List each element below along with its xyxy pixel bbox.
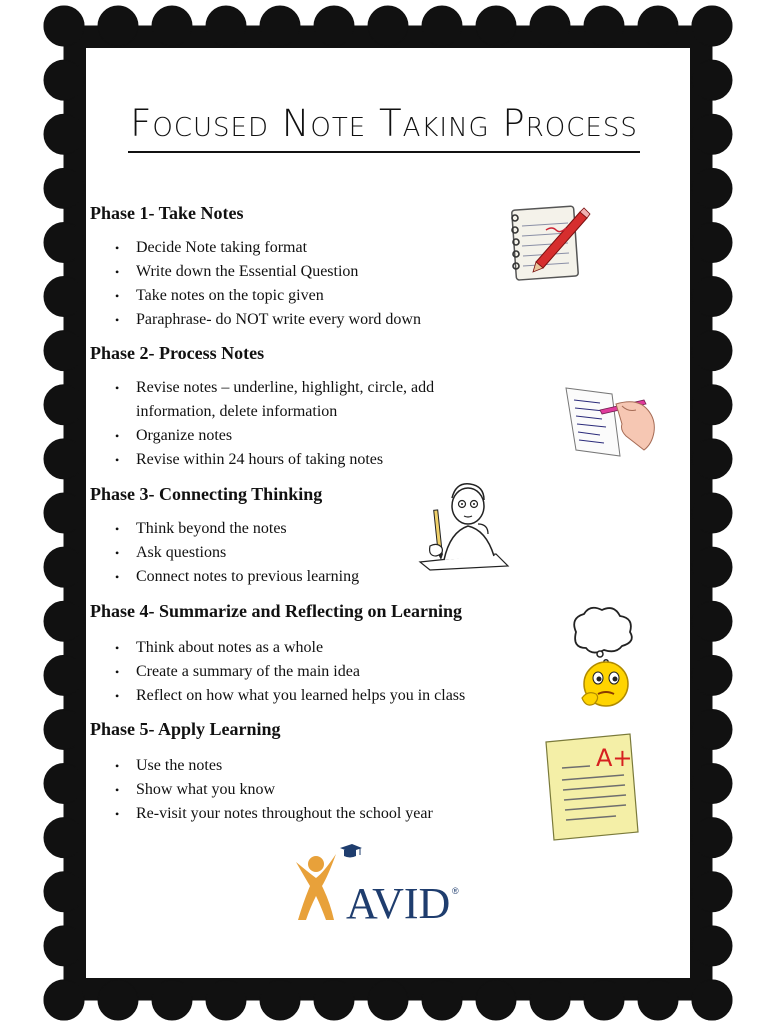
- frame-scallop: [638, 980, 678, 1020]
- frame-scallop: [422, 6, 462, 46]
- frame-scallop: [44, 872, 84, 912]
- phase-5-heading: Phase 5- Apply Learning: [90, 719, 281, 739]
- frame-scallop: [44, 709, 84, 749]
- frame-scallop: [530, 980, 570, 1020]
- frame-scallop: [152, 980, 192, 1020]
- list-item: • Create a summary of the main idea: [115, 663, 360, 680]
- list-item: • Write down the Essential Question: [115, 263, 359, 280]
- frame-scallop: [692, 439, 732, 479]
- list-item: • Organize notes: [115, 427, 233, 444]
- list-item: • Reflect on how what you learned helps you in class: [115, 687, 466, 704]
- avid-logo-icon: [294, 842, 462, 926]
- frame-scallop: [584, 6, 624, 46]
- frame-scallop: [368, 980, 408, 1020]
- frame-scallop: [44, 493, 84, 533]
- page-title: Focused Note Taking Process: [130, 102, 638, 145]
- frame-scallop: [44, 385, 84, 425]
- list-item: • Ask questions: [115, 544, 227, 561]
- list-item: • Use the notes: [115, 757, 223, 774]
- frame-scallop: [476, 6, 516, 46]
- frame-scallop: [260, 980, 300, 1020]
- list-item: • Paraphrase- do NOT write every word down: [115, 311, 421, 328]
- frame-scallop: [692, 601, 732, 641]
- list-item: • Think beyond the notes: [115, 520, 287, 537]
- list-item: • Re-visit your notes throughout the school year: [115, 805, 433, 822]
- student-thinking-icon: [416, 480, 512, 572]
- frame-scallop: [152, 6, 192, 46]
- list-item: • Decide Note taking format: [115, 239, 308, 256]
- frame-scallop: [692, 168, 732, 208]
- phase-3-heading: Phase 3- Connecting Thinking: [90, 484, 323, 504]
- frame-scallop: [206, 6, 246, 46]
- frame-scallop: [368, 6, 408, 46]
- frame-scallop: [314, 980, 354, 1020]
- frame-scallop: [692, 818, 732, 858]
- phase-1-section: [90, 202, 421, 332]
- grade-mark-text: A+: [596, 744, 633, 772]
- frame-scallop: [692, 114, 732, 154]
- frame-scallop: [692, 926, 732, 966]
- frame-scallop: [44, 168, 84, 208]
- frame-scallop: [44, 764, 84, 804]
- frame-scallop: [692, 385, 732, 425]
- phase-5-section: [90, 718, 433, 826]
- list-item: • Connect notes to previous learning: [115, 568, 360, 585]
- frame-scallop: [44, 114, 84, 154]
- phase-4-heading: Phase 4- Summarize and Reflecting on Learning: [90, 601, 462, 621]
- notepad-pencil-icon: [506, 200, 592, 284]
- frame-scallop: [260, 6, 300, 46]
- frame-scallop: [692, 547, 732, 587]
- avid-logo: [294, 842, 462, 926]
- frame-scallop: [476, 980, 516, 1020]
- title-underline: [128, 151, 640, 153]
- list-item: • Take notes on the topic given: [115, 287, 324, 304]
- frame-scallop: [44, 439, 84, 479]
- avid-logo-text: AVID: [346, 879, 451, 926]
- phase-3-section: [90, 483, 359, 589]
- frame-scallop: [44, 222, 84, 262]
- phase-2-section: [90, 342, 476, 472]
- frame-scallop: [692, 980, 732, 1020]
- thinking-smiley-icon: [566, 606, 646, 710]
- frame-scallop: [44, 277, 84, 317]
- frame-scallop: [314, 6, 354, 46]
- frame-scallop: [44, 980, 84, 1020]
- frame-scallop: [206, 980, 246, 1020]
- frame-scallop: [44, 601, 84, 641]
- phase-1-heading: Phase 1- Take Notes: [90, 203, 244, 223]
- frame-scallop: [692, 764, 732, 804]
- frame-scallop: [44, 926, 84, 966]
- frame-scallop: [692, 872, 732, 912]
- frame-scallop: [44, 655, 84, 695]
- frame-scallop: [422, 980, 462, 1020]
- avid-registered-mark: ®: [452, 886, 459, 896]
- frame-scallop: [692, 6, 732, 46]
- list-item: • Show what you know: [115, 781, 276, 798]
- frame-scallop: [44, 331, 84, 371]
- hand-writing-icon: [560, 384, 660, 460]
- frame-scallop: [692, 709, 732, 749]
- frame-scallop: [638, 6, 678, 46]
- frame-scallop: [692, 60, 732, 100]
- frame-scallop: [44, 60, 84, 100]
- frame-scallop: [692, 331, 732, 371]
- frame-scallop: [44, 818, 84, 858]
- phase-4-section: [90, 600, 465, 708]
- frame-scallop: [584, 980, 624, 1020]
- frame-scallop: [44, 6, 84, 46]
- phase-2-heading: Phase 2- Process Notes: [90, 343, 265, 363]
- frame-scallop: [44, 547, 84, 587]
- graded-paper-icon: [540, 732, 644, 844]
- frame-scallop: [530, 6, 570, 46]
- list-item: • Revise within 24 hours of taking notes: [115, 451, 384, 468]
- frame-scallop: [692, 493, 732, 533]
- frame-scallop: [692, 222, 732, 262]
- frame-scallop: [692, 655, 732, 695]
- frame-scallop: [98, 980, 138, 1020]
- frame-scallop: [98, 6, 138, 46]
- list-item: • Revise notes – underline, highlight, circle, add information, delete information: [115, 379, 435, 420]
- frame-scallop: [692, 277, 732, 317]
- list-item: • Think about notes as a whole: [115, 639, 324, 656]
